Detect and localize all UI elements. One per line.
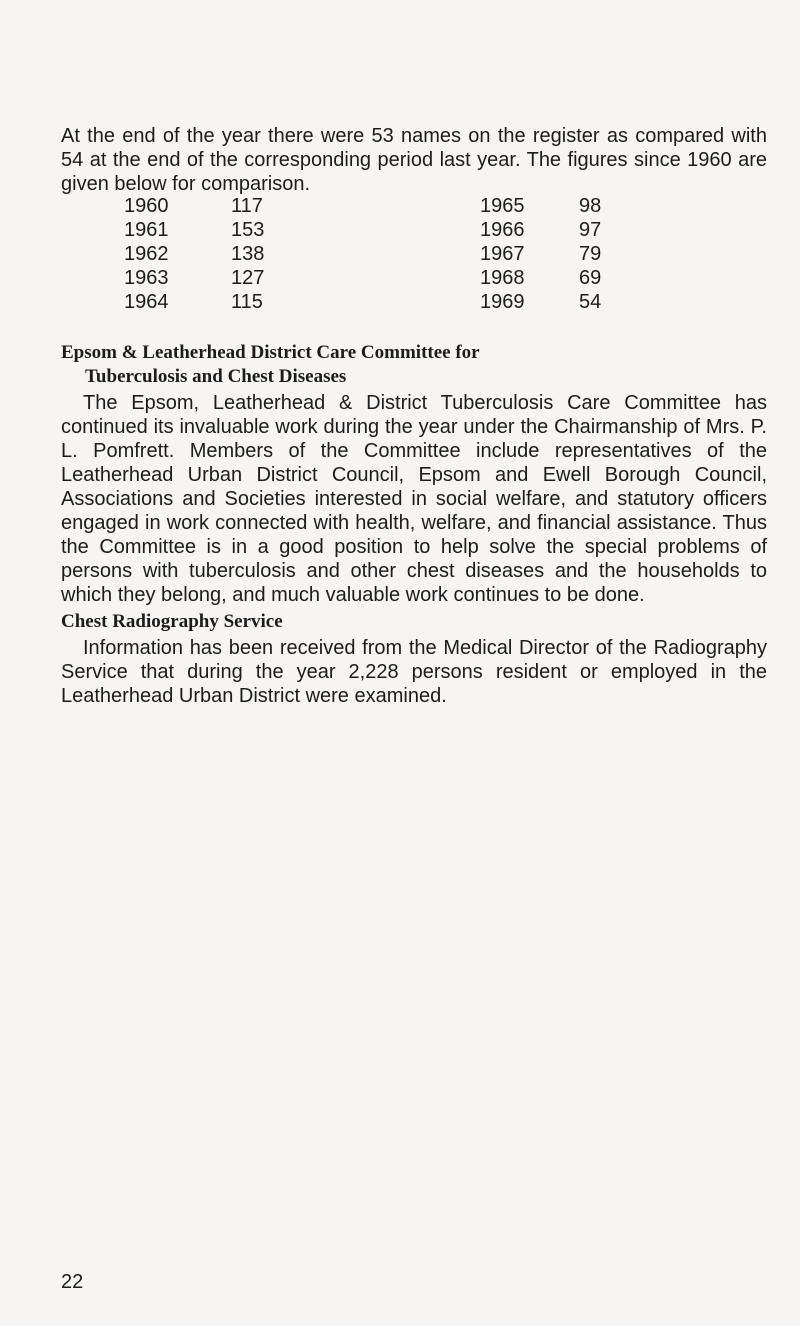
table-cell-count: 153 xyxy=(231,219,265,241)
table-cell-year: 1964 xyxy=(124,291,169,313)
intro-paragraph: At the end of the year there were 53 names on the register as compared with 54 at the end of the corresponding period last year. The figures since 1960 are given below for comparison. xyxy=(61,125,767,195)
page-number: 22 xyxy=(61,1271,84,1293)
table-cell-count: 115 xyxy=(231,291,263,313)
table-cell-year: 1967 xyxy=(480,243,525,265)
table-cell-year: 1960 xyxy=(124,195,169,217)
table-cell-year: 1962 xyxy=(124,243,169,265)
table-cell-year: 1965 xyxy=(480,195,525,217)
table-cell-count: 97 xyxy=(579,219,602,241)
radiography-paragraph: Information has been received from the Medical Director of the Radiography Service that during the year 2,228 persons resident or employed in the Leatherhead Urban District were examined. xyxy=(61,637,767,707)
radiography-heading: Chest Radiography Service xyxy=(61,611,283,632)
table-cell-count: 98 xyxy=(579,195,602,217)
table-cell-count: 127 xyxy=(231,267,265,289)
table-cell-count: 117 xyxy=(231,195,263,217)
table-cell-year: 1966 xyxy=(480,219,525,241)
table-cell-count: 54 xyxy=(579,291,602,313)
table-cell-year: 1961 xyxy=(124,219,169,241)
table-cell-year: 1968 xyxy=(480,267,525,289)
register-figures-table xyxy=(124,194,604,318)
care-committee-heading-line2: Tuberculosis and Chest Diseases xyxy=(85,366,347,387)
table-cell-count: 79 xyxy=(579,243,602,265)
care-committee-heading-line1: Epsom & Leatherhead District Care Committee for xyxy=(61,342,480,363)
table-cell-count: 69 xyxy=(579,267,602,289)
table-cell-count: 138 xyxy=(231,243,265,265)
care-committee-paragraph: The Epsom, Leatherhead & District Tuberculosis Care Committee has continued its invaluable work during the year under the Chairmanship of Mrs. P. L. Pomfrett. Members of the Committee include representatives of the Leatherhead Urban District Council, Epsom and Ewell Borough Council, Associations and Societies interested in social welfare, and statutory officers engaged in work connected with health, welfare, and financial assistance. Thus the Committee is in a good position to help solve the special problems of persons with tuberculosis and other chest diseases and the households to which they belong, and much valuable work continues to be done. xyxy=(61,392,767,606)
table-cell-year: 1963 xyxy=(124,267,169,289)
table-cell-year: 1969 xyxy=(480,291,525,313)
